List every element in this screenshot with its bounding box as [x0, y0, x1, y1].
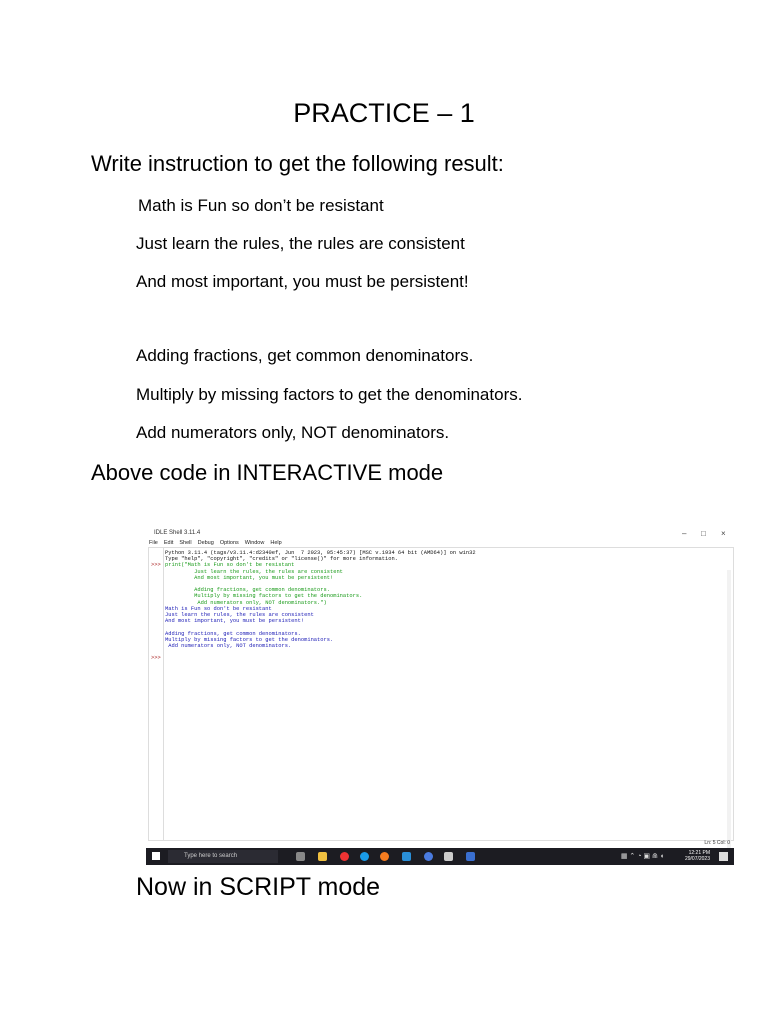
shell-scrollbar: [727, 570, 731, 858]
shell-code: [165, 550, 476, 649]
code-line: Python 3.11.4 (tags/v3.11.4:d2340ef, Jun 7 2023, 05:45:37) [MSC v.1934 64 bit (AMD64)] on win32: [165, 550, 476, 556]
taskbar: [146, 848, 734, 865]
menu-edit: Edit: [163, 540, 174, 546]
code-line: Math is Fun so don't be resistant: [165, 605, 272, 612]
edge-icon: [360, 852, 369, 861]
close-icon: ×: [721, 529, 726, 538]
prompt-1: >>>: [151, 562, 161, 568]
code-line: Adding fractions, get common denominators.: [165, 587, 330, 594]
menu-file: File: [149, 540, 158, 546]
taskbar-search: Type here to search: [168, 850, 278, 863]
chrome-icon: [340, 852, 349, 861]
task-view-icon: [296, 852, 305, 861]
code-line: Add numerators only, NOT denominators."): [165, 599, 327, 606]
code-line: Multiply by missing factors to get the denominators.: [165, 593, 363, 600]
python-icon: [466, 852, 475, 861]
verse-line-6: Add numerators only, NOT denominators.: [136, 423, 450, 442]
code-line: Just learn the rules, the rules are consistent: [165, 568, 343, 575]
windows-start-icon: [152, 852, 160, 860]
idle-menubar: [149, 540, 288, 546]
app-icon: [424, 852, 433, 861]
firefox-icon: [380, 852, 389, 861]
status-bar: Ln: 5 Col: 0: [704, 840, 730, 846]
script-heading: Now in SCRIPT mode: [136, 873, 381, 901]
idle-screenshot: [146, 527, 734, 865]
file-explorer-icon: [318, 852, 327, 861]
instruction-heading: Write instruction to get the following result:: [91, 151, 504, 176]
interactive-heading: Above code in INTERACTIVE mode: [91, 460, 444, 485]
code-line: Just learn the rules, the rules are consistent: [165, 612, 314, 619]
code-line: print("Math is Fun so don't be resistant: [165, 562, 295, 569]
system-tray-icons: ▦ ⌃ ◔ ▣ ⋒ ◖: [620, 853, 664, 860]
maximize-icon: □: [701, 529, 706, 538]
idle-titlebar: [146, 527, 734, 539]
prompt-gutter: [149, 548, 164, 840]
menu-help: Help: [270, 540, 282, 546]
prompt-2: >>>: [151, 655, 161, 661]
notification-icon: [719, 852, 728, 861]
app-icon: [402, 852, 411, 861]
code-line: Add numerators only, NOT denominators.: [165, 643, 292, 650]
menu-window: Window: [244, 540, 265, 546]
idle-window-title: IDLE Shell 3.11.4: [154, 530, 201, 536]
page-title: PRACTICE – 1: [293, 98, 475, 128]
code-line: And most important, you must be persistent!: [165, 574, 334, 581]
idle-taskbar-icon: [444, 852, 453, 861]
code-line: Multiply by missing factors to get the denominators.: [165, 636, 334, 643]
verse-line-1: Math is Fun so don’t be resistant: [138, 196, 384, 215]
menu-options: Options: [219, 540, 239, 546]
verse-line-3: And most important, you must be persistent!: [136, 272, 469, 291]
idle-shell-editor: [148, 547, 734, 841]
menu-shell: Shell: [179, 540, 192, 546]
verse-line-2: Just learn the rules, the rules are consistent: [136, 234, 465, 253]
menu-debug: Debug: [197, 540, 214, 546]
code-line: Adding fractions, get common denominators.: [165, 630, 301, 637]
taskbar-clock: 12:21 PM 29/07/2023: [684, 850, 710, 862]
minimize-icon: –: [682, 529, 687, 538]
verse-line-5: Multiply by missing factors to get the denominators.: [136, 385, 523, 404]
verse-line-4: Adding fractions, get common denominators.: [136, 346, 474, 365]
code-line: And most important, you must be persistent!: [165, 618, 305, 625]
code-line: Type "help", "copyright", "credits" or "license()" for more information.: [165, 556, 398, 563]
